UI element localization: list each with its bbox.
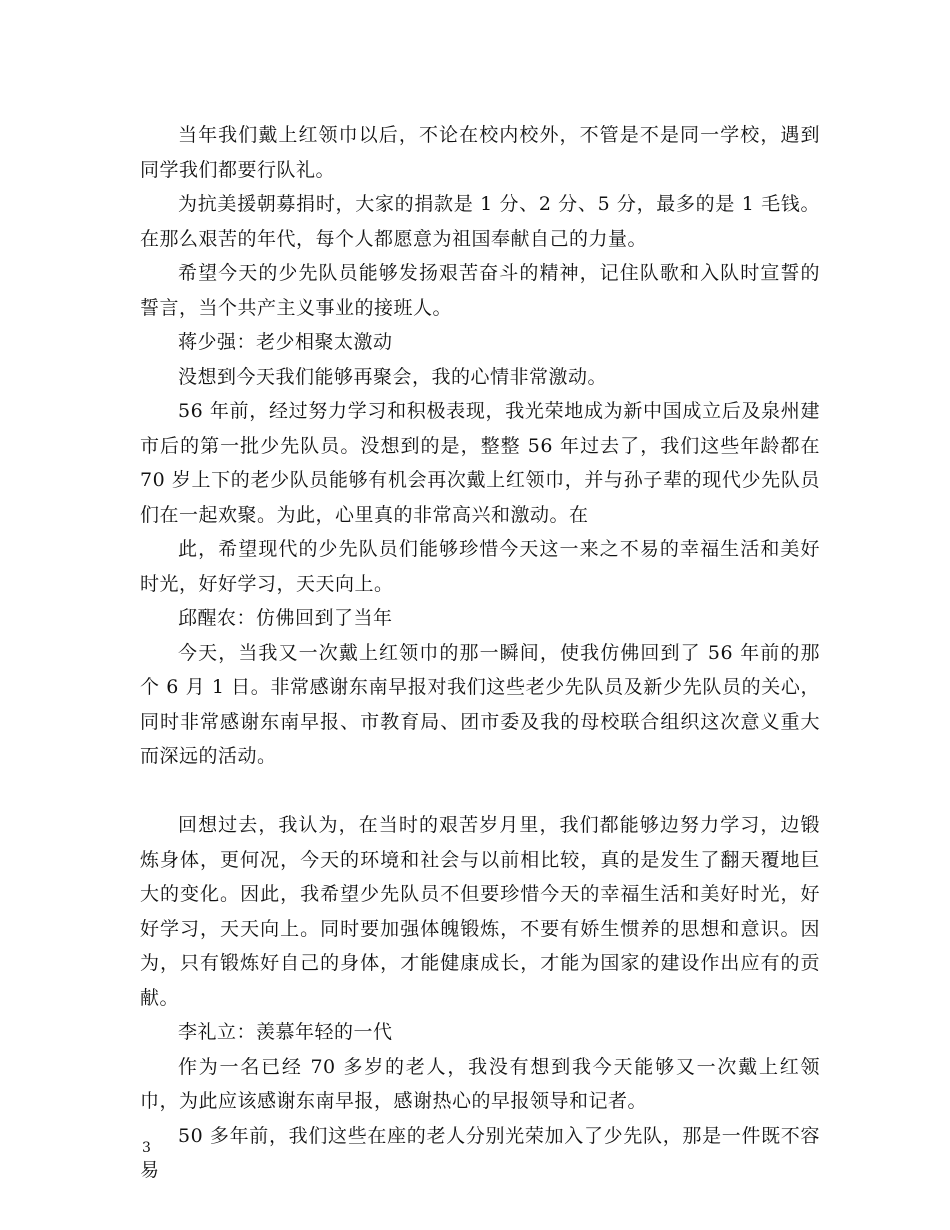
- blank-line: [140, 774, 820, 809]
- paragraph-1: 当年我们戴上红领巾以后，不论在校内校外，不管是不是同一学校，遇到同学我们都要行队礼。: [140, 124, 820, 181]
- paragraph-5: 没想到今天我们能够再聚会，我的心情非常激动。: [178, 365, 608, 388]
- paragraph-3: 希望今天的少先队员能够发扬艰苦奋斗的精神，记住队歌和入队时宣誓的誓言，当个共产主义事业的接班人。: [140, 262, 820, 319]
- paragraph-2: 为抗美援朝募捐时，大家的捐款是 1 分、2 分、5 分，最多的是 1 毛钱。在那么艰苦的年代，每个人都愿意为祖国奉献自己的力量。: [140, 193, 820, 250]
- section-heading-qiu-xingnong: 邱醒农：仿佛回到了当年: [178, 607, 393, 629]
- document-body: [140, 118, 820, 1188]
- section-heading-li-lili: 李礼立：羡慕年轻的一代: [178, 1021, 393, 1043]
- paragraph-9: 今天，当我又一次戴上红领巾的那一瞬间，使我仿佛回到了 56 年前的那个 6 月 1 日。非常感谢东南早报对我们这些老少先队员及新少先队员的关心，同时非常感谢东南早报、市教育局、团市委及我的母校联合组织这次意义重大而深远的活动。: [140, 641, 820, 767]
- page-number: 3: [142, 1140, 151, 1156]
- paragraph-7: 此，希望现代的少先队员们能够珍惜今天这一来之不易的幸福生活和美好时光，好好学习，天天向上。: [140, 538, 820, 595]
- section-heading-jiang-shaoqiang: 蒋少强：老少相聚太激动: [178, 331, 393, 353]
- paragraph-12: 作为一名已经 70 多岁的老人，我没有想到我今天能够又一次戴上红领巾，为此应该感谢东南早报，感谢热心的早报领导和记者。: [140, 1055, 820, 1112]
- paragraph-6: 56 年前，经过努力学习和积极表现，我光荣地成为新中国成立后及泉州建市后的第一批少先队员。没想到的是，整整 56 年过去了，我们这些年龄都在 70 岁上下的老少队员能够有机会再次戴上红领巾，并与孙子辈的现代少先队员们在一起欢聚。为此，心里真的非常高兴和激动。在: [140, 400, 820, 526]
- paragraph-10: 回想过去，我认为，在当时的艰苦岁月里，我们都能够边努力学习，边锻炼身体，更何况，今天的环境和社会与以前相比较，真的是发生了翻天覆地巨大的变化。因此，我希望少先队员不但要珍惜今天的幸福生活和美好时光，好好学习，天天向上。同时要加强体魄锻炼，不要有娇生惯养的思想和意识。因为，只有锻炼好自己的身体，才能健康成长，才能为国家的建设作出应有的贡献。: [140, 814, 820, 1009]
- paragraph-13: 50 多年前，我们这些在座的老人分别光荣加入了少先队，那是一件既不容易: [140, 1124, 820, 1181]
